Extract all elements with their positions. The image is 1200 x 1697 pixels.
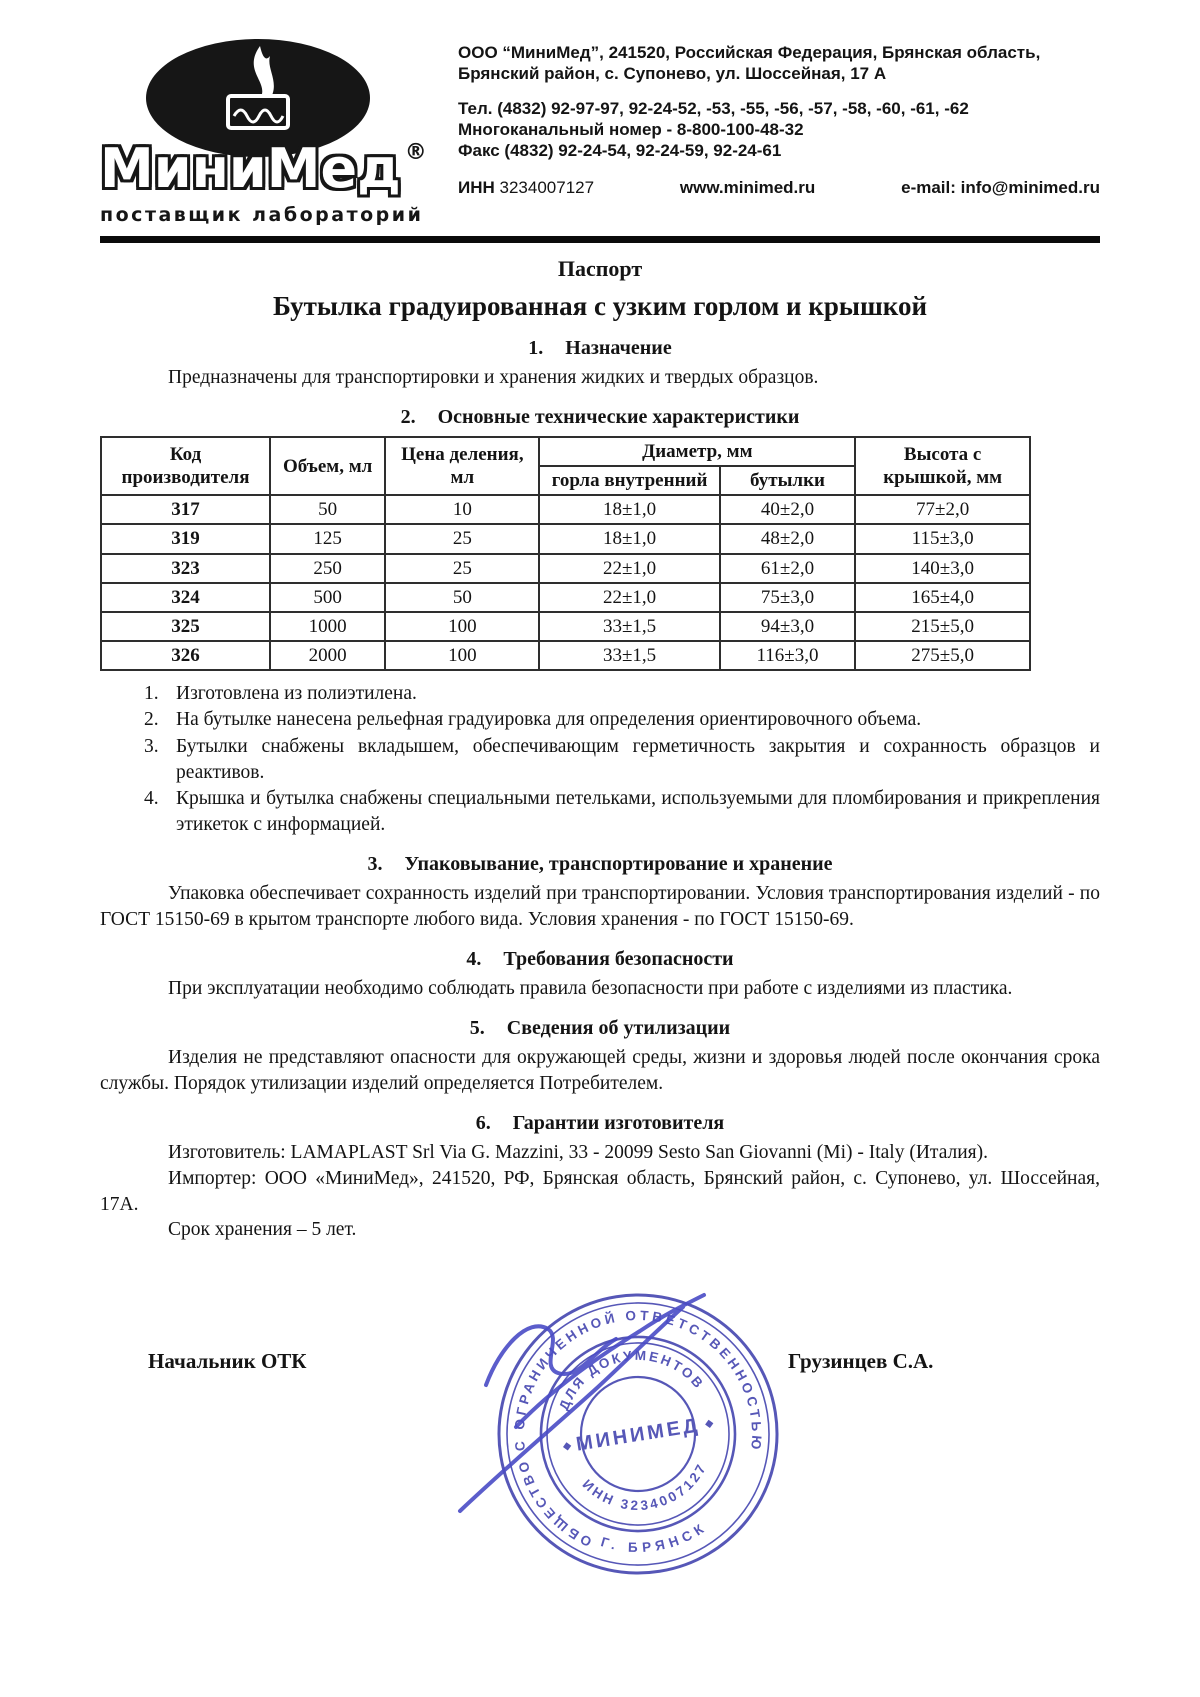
cell-code: 323 bbox=[101, 554, 270, 583]
company-logo bbox=[100, 36, 458, 226]
cell-code: 319 bbox=[101, 524, 270, 553]
section-4-text: При эксплуатации необходимо соблюдать правила безопасности при работе с изделиями из пластика. bbox=[168, 977, 1013, 999]
inn-value: 3234007127 bbox=[499, 178, 595, 197]
section-number: 6. bbox=[475, 1111, 491, 1134]
svg-text:Г. БРЯНСК bbox=[597, 1518, 712, 1563]
stamp-for-documents-text: ДЛЯ ДОКУМЕНТОВ bbox=[556, 1348, 708, 1413]
cell-bottle: 75±3,0 bbox=[720, 583, 856, 612]
section-title: Назначение bbox=[565, 337, 672, 359]
logo-wordmark bbox=[100, 137, 458, 200]
table-row bbox=[101, 641, 1030, 670]
stamp-outer-text: ОБЩЕСТВО С ОГРАНИЧЕННОЙ ОТВЕТСТВЕННОСТЬЮ bbox=[511, 1308, 765, 1550]
cell-division: 100 bbox=[385, 612, 539, 641]
cell-bottle: 116±3,0 bbox=[720, 641, 856, 670]
section-title: Гарантии изготовителя bbox=[512, 1111, 725, 1134]
column-header-diameter: Диаметр, мм bbox=[539, 437, 855, 466]
document-body bbox=[0, 256, 1200, 1697]
header-divider bbox=[100, 236, 1100, 243]
cell-neck: 18±1,0 bbox=[539, 524, 719, 553]
cell-neck: 22±1,0 bbox=[539, 554, 719, 583]
phone-line: Факс (4832) 92-24-54, 92-24-59, 92-24-61 bbox=[458, 141, 782, 160]
item-number: 3. bbox=[144, 735, 159, 757]
inn-block bbox=[458, 177, 594, 198]
item-text: Крышка и бутылка снабжены специальными петельками, используемыми для пломбирования и прикрепления этикеток с информацией. bbox=[176, 787, 1100, 835]
cell-volume: 1000 bbox=[270, 612, 385, 641]
logo-tagline: поставщик лабораторий bbox=[100, 204, 424, 226]
cell-bottle: 48±2,0 bbox=[720, 524, 856, 553]
document-title: Бутылка градуированная с узким горлом и крышкой bbox=[272, 291, 927, 321]
cell-code: 317 bbox=[101, 495, 270, 524]
phone-line: Тел. (4832) 92-97-97, 92-24-52, -53, -55, -56, -57, -58, -60, -61, -62 bbox=[458, 99, 969, 118]
manufacturer-line: Изготовитель: LAMAPLAST Srl Via G. Mazzini, 33 - 20099 Sesto San Giovanni (Mi) - Italy (Италия). bbox=[168, 1141, 989, 1163]
cell-code: 324 bbox=[101, 583, 270, 612]
address-line: Брянский район, с. Супонево, ул. Шоссейная, 17 А bbox=[458, 64, 887, 83]
section-number: 4. bbox=[466, 947, 482, 970]
company-contacts bbox=[458, 36, 1100, 226]
section-number: 1. bbox=[528, 337, 544, 359]
section-6-heading bbox=[100, 1112, 1100, 1135]
cell-neck: 18±1,0 bbox=[539, 495, 719, 524]
column-header-division: Цена деления, мл bbox=[385, 437, 539, 495]
cell-bottle: 94±3,0 bbox=[720, 612, 856, 641]
cell-code: 325 bbox=[101, 612, 270, 641]
cell-division: 25 bbox=[385, 554, 539, 583]
inn-label: ИНН bbox=[458, 178, 495, 197]
cell-volume: 125 bbox=[270, 524, 385, 553]
stamp-diamond-right: ◆ bbox=[704, 1417, 715, 1431]
phone-line: Многоканальный номер - 8-800-100-48-32 bbox=[458, 120, 804, 139]
section-5-text: Изделия не представляют опасности для окружающей среды, жизни и здоровья людей после окончания срока службы. Порядок утилизации изделий определяется Потребителем. bbox=[100, 1046, 1100, 1094]
cell-bottle: 40±2,0 bbox=[720, 495, 856, 524]
cell-neck: 33±1,5 bbox=[539, 612, 719, 641]
list-item bbox=[144, 734, 1100, 786]
item-text: Бутылки снабжены вкладышем, обеспечивающим герметичность закрытия и сохранность образцов и реактивов. bbox=[176, 735, 1100, 783]
cell-code: 326 bbox=[101, 641, 270, 670]
cell-division: 100 bbox=[385, 641, 539, 670]
column-header-height: Высота с крышкой, мм bbox=[855, 437, 1030, 495]
stamp-diamond-left: ◆ bbox=[561, 1440, 573, 1454]
table-row bbox=[101, 524, 1030, 553]
section-title: Сведения об утилизации bbox=[506, 1016, 731, 1039]
cell-height: 140±3,0 bbox=[855, 554, 1030, 583]
brand-name: МиниМед bbox=[100, 137, 401, 200]
column-header-volume: Объем, мл bbox=[270, 437, 385, 495]
item-text: Изготовлена из полиэтилена. bbox=[176, 683, 417, 705]
company-address bbox=[458, 42, 1100, 84]
table-row bbox=[101, 583, 1030, 612]
section-number: 5. bbox=[469, 1016, 485, 1039]
item-text: На бутылке нанесена рельефная градуировка для определения ориентировочного объема. bbox=[176, 709, 922, 731]
list-item bbox=[144, 786, 1100, 838]
cell-height: 165±4,0 bbox=[855, 583, 1030, 612]
cell-volume: 50 bbox=[270, 495, 385, 524]
stamp-and-signature-icon bbox=[388, 1249, 858, 1629]
feature-list bbox=[144, 681, 1100, 838]
table-row bbox=[101, 495, 1030, 524]
stamp-inn-text: ИНН 3234007127 bbox=[579, 1459, 711, 1514]
letterhead bbox=[0, 0, 1200, 226]
importer-line: Импортер: ООО «МиниМед», 241520, РФ, Брянская область, Брянский район, с. Супонево, ул. Шоссейная, 17А. bbox=[100, 1167, 1100, 1215]
cell-bottle: 61±2,0 bbox=[720, 554, 856, 583]
column-header-neck-diameter: горла внутренний bbox=[539, 466, 719, 495]
section-title: Упаковывание, транспортирование и хранение bbox=[404, 853, 833, 876]
column-header-code: Код производителя bbox=[101, 437, 270, 495]
cell-division: 10 bbox=[385, 495, 539, 524]
list-item bbox=[144, 707, 1100, 733]
email-link: e-mail: info@minimed.ru bbox=[901, 178, 1100, 197]
cell-division: 50 bbox=[385, 583, 539, 612]
cell-height: 215±5,0 bbox=[855, 612, 1030, 641]
specifications-table bbox=[100, 436, 1031, 671]
stamp-center-name: МИНИМЕД bbox=[574, 1414, 702, 1456]
signer-name: Грузинцев С.А. bbox=[788, 1349, 934, 1374]
registered-mark: ® bbox=[404, 140, 427, 165]
section-title: Требования безопасности bbox=[503, 947, 734, 970]
table-row bbox=[101, 612, 1030, 641]
section-3-heading bbox=[100, 853, 1100, 876]
stamp-city-text: Г. БРЯНСК bbox=[599, 1518, 711, 1556]
table-body bbox=[101, 495, 1030, 670]
cell-height: 77±2,0 bbox=[855, 495, 1030, 524]
document-type: Паспорт bbox=[557, 256, 643, 281]
section-5-heading bbox=[100, 1017, 1100, 1040]
inn-web-email-row bbox=[458, 177, 1100, 198]
section-2-heading bbox=[100, 406, 1100, 429]
section-3-text: Упаковка обеспечивает сохранность изделий при транспортировании. Условия транспортирования изделий - по ГОСТ 15150-69 в крытом транспорте любого вида. Условия хранения - по ГОСТ 15150-69. bbox=[100, 883, 1100, 930]
cell-height: 275±5,0 bbox=[855, 641, 1030, 670]
cell-height: 115±3,0 bbox=[855, 524, 1030, 553]
section-4-heading bbox=[100, 948, 1100, 971]
section-number: 3. bbox=[367, 853, 383, 876]
item-number: 4. bbox=[144, 787, 159, 809]
cell-neck: 22±1,0 bbox=[539, 583, 719, 612]
section-1-heading bbox=[100, 337, 1100, 360]
signature-block bbox=[100, 1277, 1100, 1697]
address-line: ООО “МиниМед”, 241520, Российская Федерация, Брянская область, bbox=[458, 43, 1041, 62]
company-stamp bbox=[388, 1249, 858, 1629]
cell-volume: 2000 bbox=[270, 641, 385, 670]
section-number: 2. bbox=[400, 405, 416, 428]
column-header-bottle-diameter: бутылки bbox=[720, 466, 856, 495]
cell-volume: 250 bbox=[270, 554, 385, 583]
company-phones bbox=[458, 98, 1100, 161]
shelf-life-line: Срок хранения – 5 лет. bbox=[168, 1219, 357, 1241]
item-number: 2. bbox=[144, 709, 159, 731]
cell-division: 25 bbox=[385, 524, 539, 553]
website-link: www.minimed.ru bbox=[679, 178, 816, 197]
signer-position: Начальник ОТК bbox=[148, 1349, 307, 1374]
list-item bbox=[144, 681, 1100, 707]
table-header bbox=[101, 437, 1030, 495]
section-title: Основные технические характеристики bbox=[437, 405, 800, 428]
item-number: 1. bbox=[144, 683, 159, 705]
table-row bbox=[101, 554, 1030, 583]
cell-volume: 500 bbox=[270, 583, 385, 612]
cell-neck: 33±1,5 bbox=[539, 641, 719, 670]
section-1-text: Предназначены для транспортировки и хранения жидких и твердых образцов. bbox=[168, 367, 819, 388]
